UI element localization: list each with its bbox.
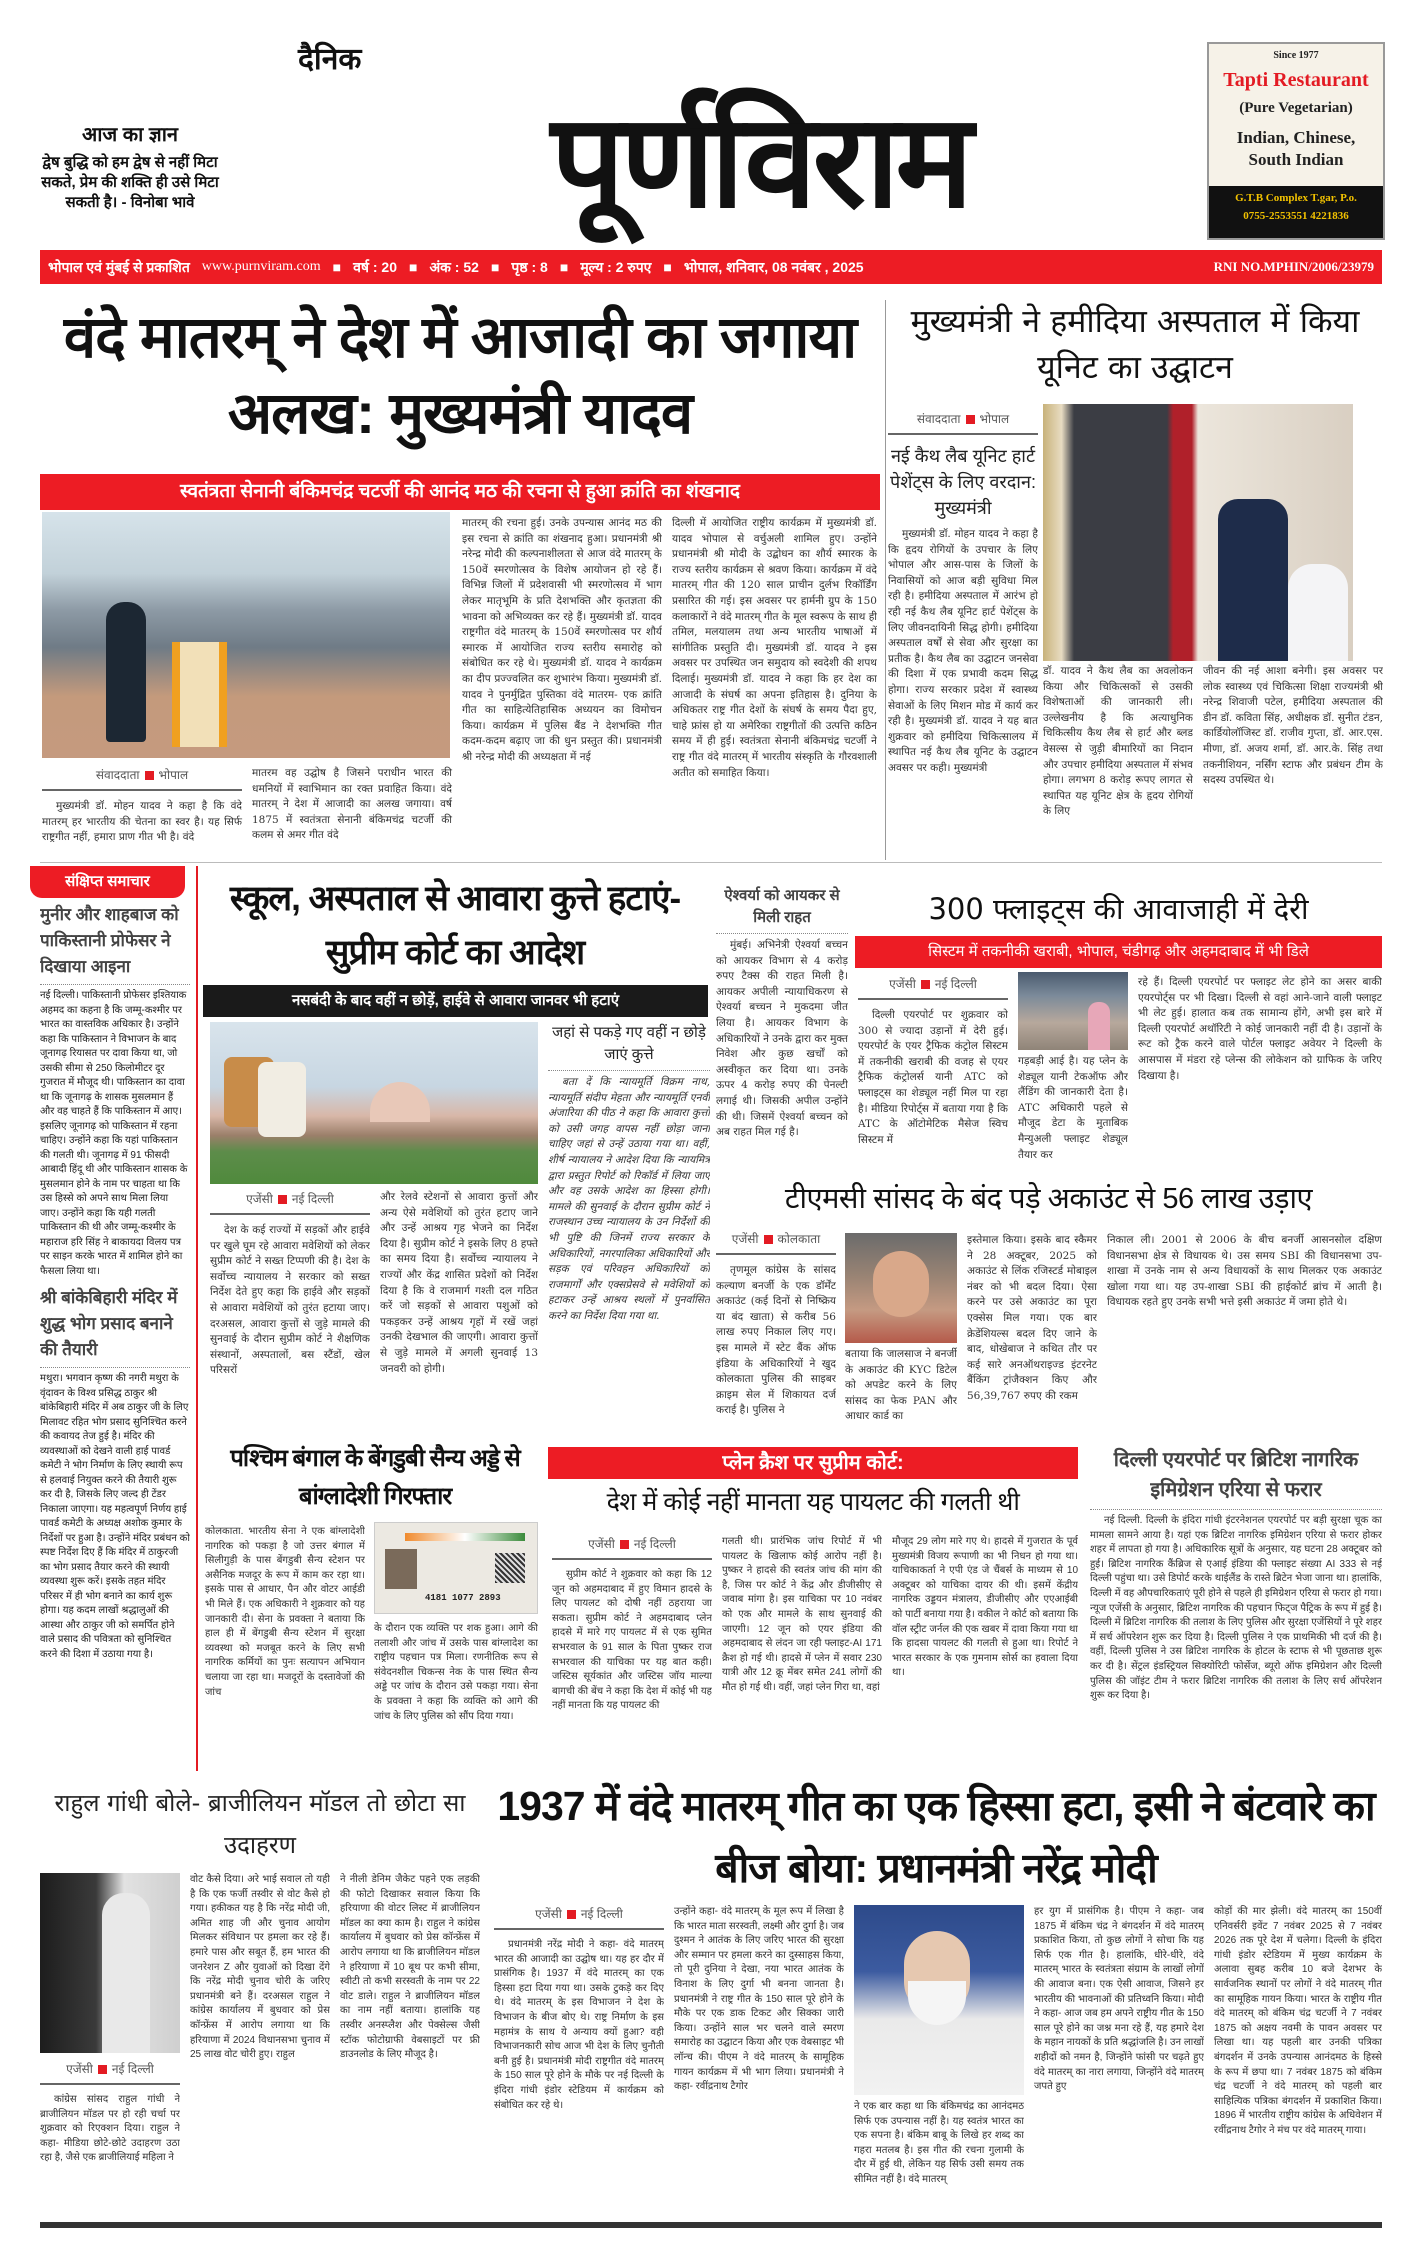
lead-body-2: मातरम वह उद्घोष है जिसने पराधीन भारत की धमनियों में स्वाभिमान का रक्त प्रवाहित किया। वंदे मातरम् ने देश में आजादी का अलख जगाया। वर्ष 1875 में स्वतंत्रता सेनानी बंकिमचंद्र चटर्जी की कलम से अमर गीत वंदे — [252, 767, 452, 842]
flights-body-2: गड़बड़ी आई है। यह प्लेन के शेड्यूल यानी टेकऑफ और लैंडिंग की जानकारी देता है। ATC अधिकारी पहले से मौजूद डेटा के मुताबिक मैन्युअली फ्लाइट शेड्यूल तैयार कर — [1018, 1055, 1128, 1161]
dogs-side — [548, 1022, 710, 1422]
ad-type: (Pure Vegetarian) — [1239, 100, 1353, 116]
tmc-body-3: इस्तेमाल किया। इसके बाद स्कैमर ने 28 अक्टूबर, 2025 को अकाउंट से लिंक रजिस्टर्ड मोबाइल नंबर को भी बदल दिया। ऐसा करने पर उसे अकाउंट का पूरा एक्सेस मिल गया। एक बार क्रेडेंशियल्स बदल दिए जाने के बाद, धोखेबाज ने कथित तौर पर कई सारे अनऑथराइज्ड इंटरनेट बैंकिंग ट्रांजैक्शन किए और 56,39,767 रुपए की रकम — [967, 1234, 1097, 1402]
hamidia-body-3: जीवन की नई आशा बनेगी। इस अवसर पर लोक स्वास्थ्य एवं चिकित्सा शिक्षा राज्यमंत्री श्री नरेन्द्र शिवाजी पटेल, हमीदिया अस्पताल की डीन डॉ. कविता सिंह, अधीक्षक डॉ. सुनीत टंडन, कार्डियोलॉजिस्ट डॉ. राजीव गुप्ता, डॉ. आर.एस. मीणा, डॉ. अजय शर्मा, डॉ. आर.के. सिंह तथा तकनीशियन, नर्सिंग स्टाफ और प्रबंधन टीम के सदस्य उपस्थित थे। — [1203, 665, 1383, 787]
bengal-body-1: कोलकाता. भारतीय सेना ने एक बांग्लादेशी नागरिक को पकड़ा है जो उत्तर बंगाल में सिलीगुड़ी के पास बेंगडुबी सैन्य स्टेशन पर असैनिक मजदूर के रूप में काम कर रहा था। इसके पास से आधार, पैन और वोटर आईडी भी मिले हैं। एक अधिकारी ने शुक्रवार को यह जानकारी दी। सेना के प्रवक्ता ने बताया कि हाल ही में बेंगडुबी सैन्य स्टेशन में सुरक्षा व्यवस्था को मजबूत करने के लिए सभी नागरिक कर्मियों का पुनः सत्यापन अभियान चलाया जा रहा था। मजदूरों के दस्तावेजों की जांच — [205, 1526, 365, 1698]
doctor-figure — [1288, 564, 1348, 661]
rahul-headline: राहुल गांधी बोले- ब्राजीलियन मॉडल तो छोटा सा उदाहरण — [54, 1789, 466, 1859]
bullet-icon: ■ — [490, 259, 500, 275]
quote-text: द्वेष बुद्धि को हम द्वेष से नहीं मिटा सकते, प्रेम की शक्ति ही उसे मिटा सकती है। - विनोबा भावे — [41, 154, 219, 211]
rahul-photo — [40, 1873, 180, 2053]
british-headline: दिल्ली एयरपोर्ट पर ब्रिटिश नागरिक इमिग्रेशन एरिया से फरार — [1113, 1449, 1359, 1501]
bullet-icon: ■ — [559, 259, 569, 275]
aadhaar-card-photo — [374, 1522, 538, 1614]
crash-col1 — [552, 1535, 712, 1770]
column-rule — [885, 300, 886, 860]
dogs-side-headline: जहां से पकड़े गए वहीं न छोड़े जाएं कुत्ते — [552, 1024, 706, 1063]
section-rule — [40, 862, 1382, 863]
modi-body-4: हर युग में प्रासंगिक है। पीएम ने कहा- जब 1875 में बंकिम चंद्र ने बंगदर्शन में वंदे मातरम् प्रकाशित किया, तो कुछ लोगों ने सोचा कि यह सिर्फ एक गीत है। हालांकि, धीरे-धीरे, वंदे मातरम् भारत के स्वतंत्रता संग्राम के लाखों लोगों की आवाज बना। एक ऐसी आवाज, जिसने हर भारतीय की भावनाओं की प्रतिध्वनि किया। मोदी ने कहा- आज जब हम अपने राष्ट्रीय गीत के 150 साल पूरे होने का जश्न मना रहे हैं, यह हमारे देश के महान नायकों के प्रति श्रद्धांजलि है। उन लाखों शहीदों को नमन है, जिन्होंने फांसी पर चढ़ते हुए वंदे मातरम् का नारा लगाया, जिन्होंने वंदे मातरम् जपते हुए — [1034, 1906, 1204, 2093]
card-portrait — [385, 1549, 417, 1589]
flights-photo — [1018, 972, 1128, 1050]
cm-figure — [1218, 499, 1288, 661]
brief-label: संक्षिप्त समाचार — [30, 866, 185, 898]
byline: एजेंसी नई दिल्ली — [552, 1535, 712, 1560]
dog-icon — [258, 1062, 306, 1137]
dogs-body-2: और रेलवे स्टेशनों से आवारा कुत्तों और अन्य ऐसे मवेशियों को तुरंत हटाए जाने और उन्हें आश्रय गृह भेजने का निर्देश दिया है। सुप्रीम कोर्ट ने इसके लिए 8 हफ्ते का समय दिया है। सर्वोच्च न्यायालय ने राज्यों और केंद्र शासित प्रदेशों को निर्देश दिया है कि वे राजमार्ग गश्ती दल गठित करें जो सड़कों से आवारा पशुओं को पकड़कर उन्हें आश्रय गृहों में रखें जहां उनकी देखभाल की जाएगी। आवारा कुत्तों से जुड़े मामले में अगली सुनवाई 13 जनवरी को होगी। — [380, 1191, 538, 1375]
hamidia-col1 — [888, 410, 1038, 854]
ad-cuisine: Indian, Chinese, South Indian — [1236, 128, 1356, 169]
crash-body-1: सुप्रीम कोर्ट ने शुक्रवार को कहा कि 12 जून को अहमदाबाद में हुए विमान हादसे के लिए पायलट को दोषी नहीं ठहराया जा सकता। सुप्रीम कोर्ट ने अहमदाबाद प्लेन हादसे में मारे गए पायलट में से एक सुमित सभरवाल के 91 साल के पिता पुष्कर राज सभरवाल की याचिका पर यह बात कही। जस्टिस सूर्यकांत और जस्टिस जॉय माल्या बागची की बेंच ने कहा कि देश में कोई भी यह नहीं मानता कि यह पायलट की — [552, 1569, 712, 1712]
byline-square-icon — [620, 1540, 629, 1549]
card-header-stripe — [405, 1533, 525, 1541]
divider — [40, 1367, 190, 1368]
byline-square-icon — [98, 2065, 107, 2074]
hamidia-subhead: नई कैथ लैब यूनिट हार्ट पेशेंट्स के लिए वरदान: मुख्यमंत्री — [890, 446, 1036, 518]
british-story — [1090, 1445, 1382, 1770]
hamidia-body-2: डॉ. यादव ने कैथ लैब का अवलोकन किया और चिकित्सकों से उसकी विशेषताओं की जानकारी ली। उल्लेखनीय है कि अत्याधुनिक चिकित्सीय कैथ लैब से हार्ट और ब्लड वेसल्स से जुड़ी बीमारियों का निदान और उपचार हमीदिया अस्पताल में संभव होगा। लगभग 8 करोड़ रूपए लागत से स्थापित यह यूनिट क्षेत्र के हृदय रोगियों के लिए — [1043, 665, 1193, 818]
crash-body-2: गलती थी। प्रारंभिक जांच रिपोर्ट में भी पायलट के खिलाफ कोई आरोप नहीं है। पुष्कर ने हादसे की स्वतंत्र जांच की मांग की है, जिस पर कोर्ट ने केंद्र और डीजीसीए से जवाब मांगा है। इस याचिका पर 10 नवंबर को एक और मामले के साथ सुनवाई की जाएगी। 12 जून को एयर इंडिया की अहमदाबाद से लंदन जा रही फ्लाइट-AI 171 क्रैश हो गई थी। हादसे में प्लेन में सवार 230 यात्री और 12 क्रू मेंबर समेत 241 लोगों की मौत हो गई थी। वहीं, जहां प्लेन गिरा था, वहां — [722, 1536, 882, 1693]
byline: एजेंसी नई दिल्ली — [494, 1905, 664, 1930]
lead-body-4: दिल्ली में आयोजित राष्ट्रीय कार्यक्रम में मुख्यमंत्री डॉ. यादव भोपाल से वर्चुअली शामिल हुए। उन्होंने प्रधानमंत्री श्री मोदी के उद्बोधन का शौर्य स्मारक के राज्य स्तरीय कार्यक्रम से श्रवण किया। कार्यक्रम में वंदे मातरम् गीत की 120 साल प्राचीन दुर्लभ रिकॉर्डिंग प्रसारित की गई। इस अवसर पर हार्मनी ग्रुप के 150 कलाकारों ने वंदे मातरम् गीत के मूल स्वरूप के साथ ही तमिल, मलयालम तथा अन्य भारतीय भाषाओं में सांगीतिक प्रस्तुति दी। मुख्यमंत्री डॉ. यादव ने इस अवसर पर उपस्थित जन समुदाय को स्वदेशी की शपथ दिलाई। मुख्यमंत्री डॉ. यादव ने कहा कि हर देश का आजादी के संघर्ष का अपना इतिहास है। दुनिया के अधिकतर राष्ट्र गीत देशों के संघर्ष के समय पैदा हुए, चाहे फ्रांस हो या अमेरिका राष्ट्रगीतों की उत्पत्ति कठिन समय में ही हुई। स्वतंत्रता सेनानी बंकिमचंद्र चटर्जी ने राष्ट्र गीत वंदे मातरम् में भारतीय संस्कृति के गौरवशाली अतीत को समाहित किया। — [672, 517, 877, 779]
byline: एजेंसी नई दिल्ली — [210, 1190, 370, 1215]
tmc-body-4: निकाल ली। 2001 से 2006 के बीच बनर्जी आसनसोल दक्षिण विधानसभा क्षेत्र से विधायक थे। उस समय SBI की विधानसभा उप-शाखा में उनके नाम से अन्य विधायकों के साथ मिलकर एक अकाउंट खोला गया था। यह उप-शाखा SBI की हाईकोर्ट ब्रांच में आती है। विधायक रहते हुए उनके सभी भत्ते इसी अकाउंट में जमा होते थे। — [1107, 1234, 1382, 1309]
bullet-icon: ■ — [332, 259, 342, 275]
tmc-photo — [845, 1233, 957, 1343]
speaker-figure — [106, 602, 146, 742]
byline-square-icon — [966, 415, 975, 424]
rahul-col1 — [40, 2060, 180, 2218]
byline-square-icon — [567, 1910, 576, 1919]
card-number: 4181 1077 2893 — [425, 1593, 501, 1603]
bengal-body-2: के दौरान एक व्यक्ति पर शक हुआ। आगे की तलाशी और जांच में उसके पास बांग्लादेश का राष्ट्रीय पहचान पत्र मिला। रणनीतिक रूप से संवेदनशील चिकन्स नेक के पास स्थित सैन्य अड्डे पर जांच के दौरान उसे पकड़ा गया। सेना के प्रवक्ता ने कहा कि व्यक्ति को आगे की जांच के लिए पुलिस को सौंप दिया गया। — [374, 1623, 538, 1722]
modi-body-5: कोड़ों की मार झेली। वंदे मातरम् का 150वीं एनिवर्सरी इवेंट 7 नवंबर 2025 से 7 नवंबर 2026 तक पूरे देश में चलेगा। दिल्ली के इंदिरा गांधी इंडोर स्टेडियम में मुख्य कार्यक्रम के अलावा सुबह करीब 10 बजे देशभर के सार्वजनिक स्थानों पर लोगों ने वंदे मातरम् गीत का सामूहिक गायन किया। भारत के राष्ट्रीय गीत वंदे मातरम् को बंकिम चंद्र चटर्जी ने 7 नवंबर 1875 को अक्षय नवमी के पावन अवसर पर लिखा था। यह पहली बार उनकी पत्रिका बंगदर्शन में उनके उपन्यास आनंदमठ के हिस्से के रूप में छपा था। 7 नवंबर 1875 को बंकिम चंद्र चटर्जी ने वंदे मातरम् को पहली बार साहित्यिक पत्रिका बंगदर्शन में प्रकाशित किया। 1896 में भारतीय राष्ट्रीय कांग्रेस के अधिवेशन में रवींद्रनाथ टैगोर ने मंच पर वंदे मातरम् गाया। — [1214, 1906, 1382, 2136]
court-dome — [370, 1082, 430, 1122]
lead-headline: वंदे मातरम् ने देश में आजादी का जगाया अलख: मुख्यमंत्री यादव — [63, 305, 857, 446]
dogs-col1 — [210, 1190, 370, 1422]
crash-headline: देश में कोई नहीं मानता यह पायलट की गलती थी — [606, 1488, 1020, 1516]
brief-item2-headline: श्री बांकेबिहारी मंदिर में शुद्ध भोग प्रसाद बनाने की तैयारी — [40, 1288, 178, 1359]
bengal-headline: पश्चिम बंगाल के बेंगडुबी सैन्य अड्डे से बांग्लादेशी गिरफ्तार — [230, 1445, 520, 1510]
byline: संवाददाता भोपाल — [888, 410, 1038, 435]
quote-title: आज का ज्ञान — [81, 124, 179, 146]
byline-square-icon — [764, 1235, 773, 1244]
lead-body-3: मातरम् की रचना हुई। उनके उपन्यास आनंद मठ की इस रचना से क्रांति का शंखनाद हुआ। प्रधानमंत्री श्री नरेन्द्र मोदी की कल्पनाशीलता से आज वंदे मातरम् के 150वें स्मरणोत्सव के विशेष आयोजन हो रहे हैं। विभिन्न जिलों में प्रदेशवासी भी स्मरणोत्सव में भाग लेकर मातृभूमि के प्रति देशभक्ति और कृतज्ञता की भावना को अभिव्यक्त कर रहे हैं। मुख्यमंत्री डॉ. यादव राष्ट्रगीत वंदे मातरम् के 150वें स्मरणोत्सव पर शौर्य स्मारक में आयोजित राज्य स्तरीय समारोह को संबोधित कर रहे थे। मुख्यमंत्री डॉ. यादव ने कार्यक्रम का दीप प्रज्ज्वलित कर शुभारंभ किया। मुख्यमंत्री डॉ. यादव ने पुनर्मुद्रित पुस्तिका वंदे मातरम- एक क्रांति गीत का साहित्येतिहासिक अध्ययन का विमोचन किया। कार्यक्रम में पुलिस बैंड ने देशभक्ति गीत कदम-कदम बढ़ाए जा की धुन प्रस्तुत की। प्रधानमंत्री श्री नरेन्द्र मोदी की अध्यक्षता में नई — [462, 517, 662, 763]
pages: पृष्ठ : 8 — [511, 258, 548, 275]
brief-item1-headline: मुनीर और शाहबाज को पाकिस्तानी प्रोफेसर ने दिखाया आइना — [40, 905, 179, 976]
dogs-subhead: नसबंदी के बाद वहीं न छोड़ें, हाईवे से आवारा जानवर भी हटाएं — [203, 985, 708, 1017]
brief-item1-body: नई दिल्ली। पाकिस्तानी प्रोफेसर इश्तियाक अहमद का कहना है कि जम्मू-कश्मीर पर भारत का वास्तविक अधिकार है। उन्होंने कहा कि पाकिस्तान ने विभाजन के बाद जूनागढ़ रियासत पर दावा किया था, जो उसकी सीमा से 250 किलोमीटर दूर गुजरात में मौजूद थी। पाकिस्तान का दावा था कि जूनागढ़ के शासक मुसलमान हैं और वह चाहते हैं कि पाकिस्तान में आए। इसलिए जूनागढ़ को पाकिस्तान में रहना चाहिए। उन्होंने कहा कि यहां पाकिस्तान की गलती थी। जूनागढ़ में 91 फीसदी आबादी हिंदू थी और पाकिस्तान शासक के मुसलमान होने के नाम पर चाहता था कि उस हिस्से को अपने साथ मिला लिया जाए। उन्होंने कहा कि यही गलती पाकिस्तान की थी और जम्मू-कश्मीर के महाराज हरि सिंह ने बाकायदा विलय पत्र पर साइन करके भारत में शामिल होने का फैसला लिया था। — [40, 990, 188, 1277]
sidebar-rule — [196, 866, 198, 1771]
tmc-body-2: बताया कि जालसाज ने बनर्जी के अकाउंट की KYC डिटेल को अपडेट करने के लिए सांसद का फेक PAN और आधार कार्ड का — [845, 1348, 957, 1423]
rni-number: RNI NO.MPHIN/2006/23979 — [1213, 259, 1374, 274]
aishwarya-story — [716, 885, 848, 1167]
byline: संवाददाता भोपाल — [42, 766, 242, 791]
modi-photo — [854, 1905, 1024, 2095]
crash-body-3: मौजूद 29 लोग मारे गए थे। हादसे में गुजरात के पूर्व मुख्यमंत्री विजय रूपाणी का भी निधन हो गया था। याचिकाकर्ता ने एपी एंड जे चैंबर्स के माध्यम से 10 अक्टूबर को याचिका दायर की थी। इसमें केंद्रीय नागरिक उड्डयन मंत्रालय, डीजीसीए और एएआईबी को पार्टी बनाया गया है। वकील ने कोर्ट को बताया कि वॉल स्ट्रीट जर्नल की एक खबर में दावा किया गया था कि हादसा पायलट की गलती से हुआ था। रिपोर्ट ने भारत सरकार के एक गुमनाम सोर्स का हवाला दिया था। — [892, 1536, 1078, 1679]
lead-subhead: स्वतंत्रता सेनानी बंकिमचंद्र चटर्जी की आनंद मठ की रचना से हुआ क्रांति का शंखनाद — [40, 474, 880, 510]
price: मूल्य : 2 रुपए — [580, 258, 652, 275]
modi-body-3: ने एक बार कहा था कि बंकिमचंद्र का आनंदमठ सिर्फ एक उपन्यास नहीं है। यह स्वतंत्र भारत का एक सपना है। बंकिम बाबू के लिखे हर शब्द का गहरा मतलब है। इस गीत की रचना गुलामी के दौर में हुई थी, लेकिन यह सिर्फ उसी समय तक सीमित नहीं है। वंदे मातरम् — [854, 2101, 1024, 2185]
lead-body-1: मुख्यमंत्री डॉ. मोहन यादव ने कहा है कि वंदे मातरम् हर भारतीय की चेतना का स्वर है। यह सिर्फ राष्ट्रगीत नहीं, हमारा प्राण गीत भी है। वंदे — [42, 800, 242, 844]
modi-col1 — [494, 1905, 664, 2218]
brief-item2-body: मथुरा। भगवान कृष्ण की नगरी मथुरा के वृंदावन के विश्व प्रसिद्ध ठाकुर श्री बांकेबिहारी मंदिर में अब ठाकुर जी के लिए मिलावट रहित भोग प्रसाद सुनिश्चित करने की कवायद तेज हुई है। मंदिर की व्यवस्थाओं को देखने वाली हाई पावर्ड कमेटी ने भोग निर्माण के लिए स्थायी रूप से हलवाई नियुक्त करने की तैयारी शुरू कर दी है, जिसके लिए जल्द ही टेंडर निकाला जाएगा। यह महत्वपूर्ण निर्णय हाई पावर्ड कमेटी के अध्यक्ष अशोक कुमार के निर्देशों पर हुआ है। उन्होंने मंदिर प्रबंधन को स्पष्ट निर्देश दिए हैं कि मंदिर में ठाकुरजी का भोग प्रसाद तैयार करने की स्थायी व्यवस्था शुरू करें। इसके तहत मंदिर परिसर में ही भोग बनाने का कार्य शुरू होगा। यह कदम लाखों श्रद्धालुओं की आस्था और ठाकुर जी को समर्पित होने वाले प्रसाद की पवित्रता को सुनिश्चित करने की दिशा में उठाया गया है। — [40, 1373, 190, 1660]
podium — [172, 642, 227, 747]
crash-kicker: प्लेन क्रैश पर सुप्रीम कोर्ट: — [548, 1447, 1078, 1479]
rahul-body-3: ने नीली डेनिम जैकेट पहने एक लड़की की फोटो दिखाकर सवाल किया कि हरियाणा की वोटर लिस्ट में ब्राजीलियन मॉडल का क्या काम है। राहुल ने कांग्रेस कार्यालय में बुधवार को प्रेस कॉन्फ्रेंस में आरोप लगाया था कि ब्राजीलियन मॉडल ने हरियाणा में 10 बूथ पर कभी सीमा, स्वीटी तो कभी सरस्वती के नाम पर 22 वोट डाले। राहुल ने ब्राजीलियन मॉडल का नाम नहीं बताया। हालांकि यह तस्वीर अनस्प्लैश और पेक्सेल्स जैसी स्टॉक फोटोग्राफी वेबसाइटों पर फ्री डाउनलोड के लिए मौजूद है। — [340, 1874, 480, 2061]
info-bar — [40, 250, 1382, 284]
paper-prefix: दैनिक — [298, 43, 362, 76]
divider — [716, 933, 848, 934]
hamidia-headline: मुख्यमंत्री ने हमीदिया अस्पताल में किया यूनिट का उद्घाटन — [910, 302, 1360, 386]
published-from: भोपाल एवं मुंबई से प्रकाशित — [48, 258, 190, 275]
aishwarya-headline: ऐश्वर्या को आयकर से मिली राहत — [724, 887, 840, 926]
byline: एजेंसी नई दिल्ली — [40, 2060, 180, 2085]
bullet-icon: ■ — [663, 259, 672, 275]
rahul-body-1: कांग्रेस सांसद राहुल गांधी ने ब्राजीलियन मॉडल पर हो रही चर्चा पर शुक्रवार को रिएक्शन दिया। राहुल ने कहा- मीडिया छोटे-छोटे उदाहरण उठा रहा है, जैसे एक ब्राजीलियाई महिला ने — [40, 2094, 180, 2164]
bullet-icon: ■ — [409, 259, 418, 275]
byline: एजेंसी नई दिल्ली — [858, 975, 1008, 1000]
dogs-headline: स्कूल, अस्पताल से आवारा कुत्ते हटाएं- सुप्रीम कोर्ट का आदेश — [229, 879, 681, 972]
tmc-headline: टीएमसी सांसद के बंद पड़े अकाउंट से 56 लाख उड़ाए — [784, 1183, 1313, 1215]
byline-square-icon — [145, 771, 154, 780]
british-body: नई दिल्ली. दिल्ली के इंदिरा गांधी इंटरनेशनल एयरपोर्ट पर बड़ी सुरक्षा चूक का मामला सामने आया है। यहां एक ब्रिटिश नागरिक इमिग्रेशन एरिया से फरार होकर शहर में लापता हो गया है। अधिकारिक सूत्रों के अनुसार, यह घटना 28 अक्टूबर को हुई। ब्रिटिश नागरिक कैंब्रिज से एआई इंडिया की फ्लाइट संख्या AI 333 से नई दिल्ली पहुंचा था। उसे डिपोर्ट करके थाईलैंड के रास्ते ब्रिटेन भेजा जाना था। हालांकि, दिल्ली में वह औपचारिकताएं पूरी होने से पहले ही इमिग्रेशन एरिया से फरार हो गया। न्यूज एजेंसी के अनुसार, ब्रिटिश नागरिक की पहचान फिट्ज पैट्रिक के रूप में हुई है। दिल्ली में ब्रिटिश नागरिक की तलाश के लिए पुलिस और सुरक्षा एजेंसियों ने पूरे शहर में सर्च ऑपरेशन शुरू कर दिया है। दिल्ली पुलिस ने एक प्राथमिकी भी दर्ज की है। वहीं, दिल्ली पुलिस ने उस ब्रिटिश नागरिक के होटल के स्टाफ से भी पूछताछ शुरू कर दी है। सेंट्रल इंडस्ट्रियल सिक्योरिटी फोर्सेज, ब्यूरो ऑफ इमिग्रेशन और दिल्ली पुलिस की जॉइंट टीम ने फरार ब्रिटिश नागरिक की तलाश के लिए सर्च ऑपरेशन शुरू कर दिया है। — [1090, 1515, 1382, 1702]
flights-body-1: दिल्ली एयरपोर्ट पर शुक्रवार को 300 से ज्यादा उड़ानों में देरी हुई। एयरपोर्ट के एयर ट्रैफिक कंट्रोल सिस्टम में तकनीकी खराबी की वजह से एयर ट्रैफिक कंट्रोलर्स यानी ATC को फ्लाइट्स का शेड्यूल नहीं मिल पा रहा है। मीडिया रिपोर्ट्स में बताया गया है कि ATC के ऑटोमेटिक मैसेज स्विच सिस्टम में — [858, 1009, 1008, 1146]
bottom-rule — [40, 2222, 1382, 2228]
masthead — [0, 0, 1417, 240]
paper-logo: पूर्णविराम — [550, 88, 970, 234]
quote-box — [30, 120, 230, 213]
ad-address: G.T.B Complex T.gar, P.o. — [1235, 192, 1357, 204]
card-qr — [495, 1553, 525, 1583]
ad-footer — [1209, 186, 1383, 238]
divider — [40, 984, 190, 985]
ad-since: Since 1977 — [1273, 50, 1319, 61]
flights-subhead: सिस्टम में तकनीकी खराबी, भोपाल, चंडीगढ़ और अहमदाबाद में भी डिले — [855, 936, 1382, 968]
website-link[interactable]: www.purnviram.com — [201, 259, 321, 274]
issue: अंक : 52 — [429, 258, 479, 275]
hamidia-photo — [1043, 404, 1353, 661]
tmc-body-1: तृणमूल कांग्रेस के सांसद कल्याण बनर्जी के एक डॉर्मेंट अकाउंट (कई दिनों से निष्क्रिय या बंद खाता) से करीब 56 लाख रुपए निकाल लिए गए। इस मामले में स्टेट बैंक ऑफ इंडिया के अधिकारियों ने खुद कोलकाता पुलिस की साइबर क्राइम सेल में शिकायत दर्ज कराई है। पुलिस ने — [716, 1264, 836, 1417]
dogs-side-body: बता दें कि न्यायमूर्ति विक्रम नाथ, न्यायमूर्ति संदीप मेहता और न्यायमूर्ति एनवी अंजारिया की पीठ ने कहा कि आवारा कुत्तों को उसी जगह वापस नहीं छोड़ा जाना चाहिए जहां से उन्हें उठाया गया था। वहीं, शीर्ष न्यायालय ने आदेश दिया कि न्यायमित्र द्वारा प्रस्तुत रिपोर्ट को रिकॉर्ड में लिया जाए और वह उसके आदेश का हिस्सा होगी। मामले की सुनवाई के दौरान सुप्रीम कोर्ट ने राजस्थान उच्च न्यायालय के उन निर्देशों की भी पुष्टि की जिनमें राज्य सरकार के अधिकारियों, नगरपालिका अधिकारियों और सड़क एवं परिवहन अधिकारियों को राजमार्गों और एक्सप्रेसवे से मवेशियों को हटाकर उन्हें आश्रय स्थलों में पुनर्वासित करने का निर्देश दिया गया था. — [548, 1076, 710, 1322]
byline-square-icon — [921, 980, 930, 989]
dogs-photo — [210, 1022, 538, 1184]
rahul-body-2: वोट कैसे दिया। अरे भाई सवाल तो यही है कि एक फर्जी तस्वीर से वोट कैसे हो गया। हकीकत यह है कि नरेंद्र मोदी जी, अमित शाह जी और चुनाव आयोग मिलकर संविधान पर हमला कर रहे हैं। हमारे पास और सबूत हैं, हम भारत की जनरेशन Z और युवाओं को दिखा देंगे कि नरेंद्र मोदी चुनाव चोरी के जरिए प्रधानमंत्री बने हैं। दरअसल राहुल ने कांग्रेस कार्यालय में बुधवार को प्रेस कॉन्फ्रेंस में आरोप लगाया था कि हरियाणा में 2024 विधानसभा चुनाव में 25 लाख वोट चोरी हुए। राहुल — [190, 1874, 330, 2061]
byline-square-icon — [278, 1195, 287, 1204]
brief-column — [40, 902, 190, 1802]
byline: एजेंसी कोलकाता — [716, 1230, 836, 1255]
mp-face — [873, 1251, 929, 1317]
year: वर्ष : 20 — [353, 258, 397, 275]
ad-phone: 0755-2553551 4221836 — [1243, 210, 1349, 222]
modi-headline: 1937 में वंदे मातरम् गीत का एक हिस्सा हटा, इसी ने बंटवारे का बीज बोया: प्रधानमंत्री नरेंद्र मोदी — [497, 1783, 1375, 1891]
flights-headline: 300 फ्लाइट्स की आवाजाही में देरी — [928, 892, 1309, 926]
lead-photo — [42, 512, 450, 758]
ad-name: Tapti Restaurant — [1223, 69, 1369, 91]
modi-body-2: उन्होंने कहा- वंदे मातरम् के मूल रूप में लिखा है कि भारत माता सरस्वती, लक्ष्मी और दुर्गा है। जब दुश्मन ने आतंक के लिए जरिए भारत की सुरक्षा और सम्मान पर हमला करने का दुस्साहस किया, तो पूरी दुनिया ने देखा, नया भारत आतंक के विनाश के लिए दुर्गा भी बनना जानता है। प्रधानमंत्री ने राष्ट्र गीत के 150 साल पूरे होने के मौके पर एक डाक टिकट और सिक्का जारी किया। उन्होंने साल भर चलने वाले स्मरण समारोह का उद्घाटन किया और एक वेबसाइट भी लॉन्च की। पीएम ने वंदे मातरम् के सामूहिक गायन कार्यक्रम में भी भाग लिया। प्रधानमंत्री ने कहा- रवींद्रनाथ टैगोर — [674, 1906, 844, 2093]
modi-body-1: प्रधानमंत्री नरेंद्र मोदी ने कहा- वंदे मातरम् भारत की आजादी का उद्घोष था। यह हर दौर में प्रासंगिक है। 1937 में वंदे मातरम् का एक हिस्सा हटा दिया गया था। उसके टुकड़े कर दिए थे। वंदे मातरम् के इस विभाजन ने देश के विभाजन के बीज बोए थे। राष्ट्र निर्माण के इस महामंत्र के साथ ये अन्याय क्यों हुआ? वही विभाजनकारी सोच आज भी देश के लिए चुनौती बनी हुई है। प्रधानमंत्री मोदी राष्ट्रगीत वंदे मातरम् के 150 साल पूरे होने के मौके पर नई दिल्ली के इंदिरा गांधी इंडोर स्टेडियम में कार्यक्रम को संबोधित कर रहे थे। — [494, 1939, 664, 2111]
dogs-body-1: देश के कई राज्यों में सड़कों और हाईवे पर खुले घूम रहे आवारा मवेशियों को लेकर सुप्रीम कोर्ट ने सख्त टिप्पणी की है। देश के सर्वोच्च न्यायालय ने सरकार को सख्त निर्देश देते हुए कहा कि हाईवे और सड़कों से आवारा मवेशियों को तुरंत हटाया जाए। दरअसल, आवारा कुत्तों से जुड़े मामले की सुनवाई के दौरान सुप्रीम कोर्ट ने शैक्षणिक संस्थानों, अस्पतालों, बस स्टैंडों, खेल परिसरों — [210, 1224, 370, 1377]
aishwarya-body: मुंबई। अभिनेत्री ऐश्वर्या बच्चन को आयकर विभाग से 4 करोड़ रुपए टैक्स की राहत मिली है। आयकर अपीली न्यायाधिकरण से ऐश्वर्या बच्चन ने मुकदमा जीत लिया है। आयकर विभाग के अधिकारियों ने उनके द्वारा कर मुक्त निवेश और कुछ खर्चों को अस्वीकृत कर दिया था। उनके ऊपर 4 करोड़ रुपए की पेनल्टी लगाई थी। जिसकी अपील उन्होंने की थी। जिसमें ऐश्वर्या बच्चन को अब राहत मिल गई है। — [716, 939, 848, 1139]
dateline: भोपाल, शनिवार, 08 नवंबर , 2025 — [683, 258, 864, 275]
ad-box — [1207, 42, 1385, 240]
modi-beard — [908, 1981, 966, 2025]
passenger-figure — [1088, 1002, 1110, 1050]
flights-body-3: रहे हैं। दिल्ली एयरपोर्ट पर फ्लाइट लेट होने का असर बाकी एयरपोर्ट्स पर भी दिखा। दिल्ली से वहां आने-जाने वाली फ्लाइट भी लेट हुई। हालात कब तक सामान्य होंगे, अभी इस बारे में दिल्ली एयरपोर्ट अथॉरिटी ने कोई जानकारी नहीं दी है। उड़ानों के रूट को ट्रैक करने वाले पोर्टल फ्लाइट अवेयर ने दिल्ली के आसपास में मंडरा रहे प्लेन्स की लोकेशन को ग्राफिक के जरिए दिखाया है। — [1138, 976, 1382, 1082]
rahul-figure — [102, 1893, 150, 2053]
flights-col1 — [858, 975, 1008, 1167]
tmc-col1 — [716, 1230, 836, 1434]
lead-col1 — [42, 766, 242, 846]
hamidia-body-1: मुख्यमंत्री डॉ. मोहन यादव ने कहा है कि हृदय रोगियों के उपचार के लिए भोपाल और आस-पास के जिलों के निवासियों को आज बड़ी सुविधा मिल रही है। हमीदिया अस्पताल में आरंभ हो रही नई कैथ लैब यूनिट हार्ट पेशेंट्स के लिए जीवनदायिनी सिद्ध होगी। हमीदिया अस्पताल वर्षों से सेवा और सुरक्षा का प्रतीक है। कैथ लैब का उद्घाटन जनसेवा की दिशा में एक प्रभावी कदम सिद्ध होगा। राज्य सरकार प्रदेश में स्वास्थ्य सेवाओं के लिए मिशन मोड में कार्य कर रही है। मुख्यमंत्री डॉ. यादव ने यह बात शुक्रवार को हमीदिया चिकित्सालय में स्थापित नई कैथ लैब यूनिट के उद्घाटन अवसर पर कही। मुख्यमंत्री — [888, 528, 1038, 774]
divider — [548, 1070, 710, 1071]
divider — [1090, 1509, 1382, 1510]
